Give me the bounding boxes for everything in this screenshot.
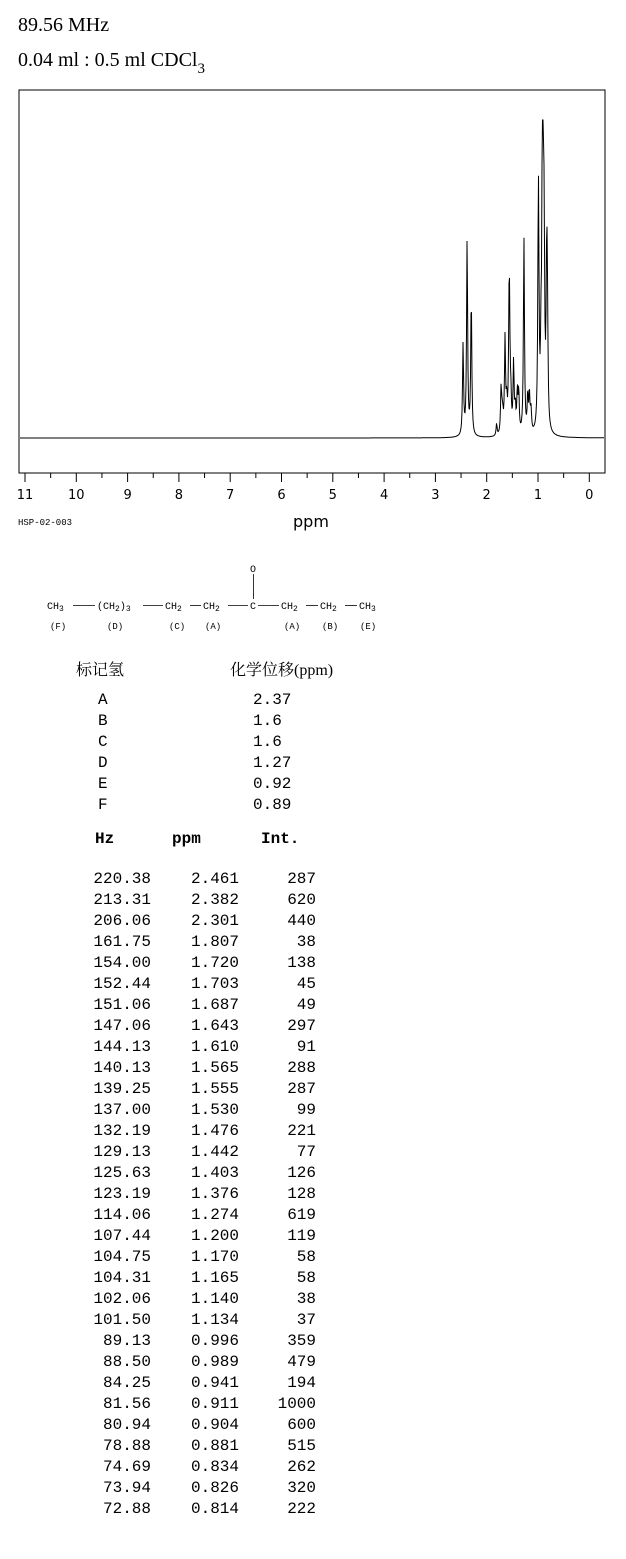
label-b: (B): [322, 622, 339, 632]
peak-intensity: 600: [287, 1416, 316, 1434]
table-row: [0, 1311, 626, 1332]
peak-intensity: 619: [287, 1206, 316, 1224]
table-row: [0, 1143, 626, 1164]
peak-ppm: 1.476: [190, 1122, 239, 1140]
peak-hz: 152.44: [93, 975, 151, 993]
x-tick-label: 2: [482, 488, 491, 503]
spectrum-code: HSP-02-003: [18, 518, 73, 528]
group-ch2-a1: $CH_2$: [203, 602, 220, 614]
peak-intensity: 320: [287, 1479, 316, 1497]
spectrum-trace: [20, 120, 604, 438]
table-row: [0, 1164, 626, 1185]
peak-hz: 104.31: [93, 1269, 151, 1287]
peak-hz: 104.75: [93, 1248, 151, 1266]
header-int: Int.: [261, 830, 300, 848]
assignment-shift: 0.92: [253, 775, 292, 793]
table-row: [0, 1437, 626, 1458]
peak-ppm: 1.200: [190, 1227, 239, 1245]
peak-ppm: 1.687: [190, 996, 239, 1014]
peak-ppm: 0.834: [190, 1458, 239, 1476]
table-row: [0, 1080, 626, 1101]
peak-intensity: 37: [296, 1311, 316, 1329]
table-row: [0, 1206, 626, 1227]
assignment-label: C: [98, 733, 108, 751]
assignment-shift: 1.6: [253, 733, 282, 751]
peak-hz: 81.56: [102, 1395, 151, 1413]
peak-intensity: 38: [296, 1290, 316, 1308]
x-tick-label: 1: [533, 488, 543, 503]
peak-intensity: 126: [287, 1164, 316, 1182]
table-row: [0, 975, 626, 996]
table-row: [0, 1227, 626, 1248]
table-row: [0, 1458, 626, 1479]
x-tick-label: 4: [379, 488, 389, 503]
peak-intensity: 99: [296, 1101, 316, 1119]
peak-ppm: 1.442: [190, 1143, 239, 1161]
group-ch2-a2: $CH_2$: [281, 602, 298, 614]
table-row: [0, 1374, 626, 1395]
assignment-header-shift: 化学位移(ppm): [230, 662, 334, 679]
peak-ppm: 1.403: [190, 1164, 239, 1182]
nmr-spectrum-chart: [0, 0, 626, 512]
peak-intensity: 138: [287, 954, 316, 972]
peak-ppm: 1.134: [190, 1311, 239, 1329]
peak-hz: 123.19: [93, 1185, 151, 1203]
peak-hz: 101.50: [93, 1311, 151, 1329]
peak-intensity: 58: [296, 1269, 316, 1287]
carbonyl-oxygen: O: [250, 565, 257, 576]
x-tick-label: 11: [16, 488, 34, 503]
peak-ppm: 1.170: [190, 1248, 239, 1266]
table-row: [0, 1290, 626, 1311]
peak-hz: 102.06: [93, 1290, 151, 1308]
peak-ppm: 0.996: [190, 1332, 239, 1350]
peak-hz: 151.06: [93, 996, 151, 1014]
assignment-label: F: [98, 796, 108, 814]
peak-intensity: 119: [287, 1227, 316, 1245]
peak-hz: 125.63: [93, 1164, 151, 1182]
peak-intensity: 128: [287, 1185, 316, 1203]
table-row: [0, 954, 626, 975]
x-tick-label: 8: [174, 488, 184, 503]
peak-ppm: 1.376: [190, 1185, 239, 1203]
peak-ppm: 1.165: [190, 1269, 239, 1287]
peak-hz: 73.94: [102, 1479, 151, 1497]
peak-intensity: 194: [287, 1374, 316, 1392]
peak-hz: 213.31: [93, 891, 151, 909]
peak-hz: 139.25: [93, 1080, 151, 1098]
assignment-shift: 0.89: [253, 796, 292, 814]
peak-ppm: 1.555: [190, 1080, 239, 1098]
peak-intensity: 620: [287, 891, 316, 909]
peak-hz: 78.88: [102, 1437, 151, 1455]
table-row: [0, 933, 626, 954]
assignment-label: D: [98, 754, 108, 772]
peak-intensity: 45: [296, 975, 316, 993]
peak-hz: 137.00: [93, 1101, 151, 1119]
table-row: [0, 1122, 626, 1143]
peak-intensity: 1000: [277, 1395, 316, 1413]
sample-text: 0.04 ml : 0.5 ml CDCl: [18, 49, 198, 71]
x-axis-ticks: [25, 473, 589, 482]
x-tick-label: 7: [226, 488, 235, 503]
peak-hz: 206.06: [93, 912, 151, 930]
peak-intensity: 91: [296, 1038, 316, 1056]
peak-hz: 74.69: [102, 1458, 151, 1476]
x-tick-label: 6: [277, 488, 286, 503]
table-row: [0, 1500, 626, 1521]
peak-hz: 154.00: [93, 954, 151, 972]
peak-ppm: 2.461: [190, 870, 239, 888]
group-ch3-f: $CH_3$: [47, 602, 64, 614]
peak-intensity: 359: [287, 1332, 316, 1350]
peak-hz: 72.88: [102, 1500, 151, 1518]
group-ch2-c: $CH_2$: [165, 602, 182, 614]
peak-ppm: 0.911: [190, 1395, 239, 1413]
group-ch2-b: $CH_2$: [320, 602, 337, 614]
table-row: [0, 996, 626, 1017]
peak-intensity: 287: [287, 870, 316, 888]
table-row: [0, 1269, 626, 1290]
peak-intensity: 440: [287, 912, 316, 930]
assignment-shift: 1.6: [253, 712, 282, 730]
peak-ppm: 1.643: [190, 1017, 239, 1035]
table-row: [0, 891, 626, 912]
x-tick-label: 5: [328, 488, 337, 503]
table-row: [0, 1332, 626, 1353]
peak-hz: 80.94: [102, 1416, 151, 1434]
assignment-label: A: [98, 691, 108, 709]
peak-hz: 88.50: [102, 1353, 151, 1371]
table-row: [0, 870, 626, 891]
label-d: (D): [107, 622, 124, 632]
peak-ppm: 1.807: [190, 933, 239, 951]
structure-formula: [0, 555, 626, 635]
table-row: [0, 1416, 626, 1437]
table-row: [0, 1038, 626, 1059]
assignment-shift: 2.37: [253, 691, 292, 709]
plot-frame: [19, 90, 605, 473]
peak-intensity: 49: [296, 996, 316, 1014]
peak-intensity: 38: [296, 933, 316, 951]
peak-intensity: 297: [287, 1017, 316, 1035]
peak-hz: 129.13: [93, 1143, 151, 1161]
peak-hz: 89.13: [102, 1332, 151, 1350]
peak-ppm: 0.941: [190, 1374, 239, 1392]
table-row: [0, 1059, 626, 1080]
peak-hz: 147.06: [93, 1017, 151, 1035]
table-row: [0, 1479, 626, 1500]
x-tick-label: 3: [431, 488, 440, 503]
x-tick-label: 0: [585, 488, 594, 503]
group-carbonyl-c: C: [250, 602, 257, 613]
frequency-label: 89.56 MHz: [18, 14, 110, 36]
assignment-shift: 1.27: [253, 754, 292, 772]
peak-intensity: 287: [287, 1080, 316, 1098]
table-row: [0, 1185, 626, 1206]
peak-ppm: 2.301: [190, 912, 239, 930]
peak-intensity: 58: [296, 1248, 316, 1266]
peak-ppm: 1.140: [190, 1290, 239, 1308]
x-tick-label: 10: [68, 488, 85, 503]
peak-hz: 114.06: [93, 1206, 151, 1224]
assignment-label: E: [98, 775, 108, 793]
peak-ppm: 1.703: [190, 975, 239, 993]
peak-ppm: 1.610: [190, 1038, 239, 1056]
sample-subscript: 3: [197, 61, 205, 77]
peak-ppm: 0.881: [190, 1437, 239, 1455]
table-row: [0, 1101, 626, 1122]
header-hz: Hz: [95, 830, 115, 848]
x-tick-label: 9: [123, 488, 132, 503]
peak-ppm: 1.565: [190, 1059, 239, 1077]
peak-ppm: 1.530: [190, 1101, 239, 1119]
table-row: [0, 912, 626, 933]
peak-hz: 132.19: [93, 1122, 151, 1140]
label-c: (C): [169, 622, 186, 632]
peak-intensity: 479: [287, 1353, 316, 1371]
x-axis-tick-labels: [17, 488, 594, 503]
group-ch3-e: $CH_3$: [359, 602, 376, 614]
group-ch2n-d: $(CH_2)_3$: [97, 602, 131, 614]
peak-ppm: 0.904: [190, 1416, 239, 1434]
header-ppm: ppm: [172, 830, 201, 848]
peak-hz: 84.25: [102, 1374, 151, 1392]
peak-ppm: 0.989: [190, 1353, 239, 1371]
assignment-label: B: [98, 712, 108, 730]
assignment-header-label: 标记氢: [76, 662, 125, 679]
peak-intensity: 288: [287, 1059, 316, 1077]
label-a1: (A): [205, 622, 222, 632]
peak-intensity: 222: [287, 1500, 316, 1518]
peak-intensity: 221: [287, 1122, 316, 1140]
peak-ppm: 0.826: [190, 1479, 239, 1497]
label-e: (E): [360, 622, 377, 632]
table-row: [0, 1353, 626, 1374]
peak-intensity: 515: [287, 1437, 316, 1455]
peak-ppm: 0.814: [190, 1500, 239, 1518]
x-axis-label: ppm: [293, 512, 329, 531]
peak-ppm: 2.382: [190, 891, 239, 909]
peak-hz: 161.75: [93, 933, 151, 951]
table-row: [0, 1017, 626, 1038]
peak-hz: 107.44: [93, 1227, 151, 1245]
peak-hz: 140.13: [93, 1059, 151, 1077]
peak-ppm: 1.274: [190, 1206, 239, 1224]
peak-hz: 144.13: [93, 1038, 151, 1056]
peak-intensity: 77: [296, 1143, 316, 1161]
peak-ppm: 1.720: [190, 954, 239, 972]
label-a2: (A): [284, 622, 301, 632]
label-f: (F): [50, 622, 67, 632]
peak-hz: 220.38: [93, 870, 151, 888]
table-row: [0, 1395, 626, 1416]
peak-intensity: 262: [287, 1458, 316, 1476]
table-row: [0, 1248, 626, 1269]
